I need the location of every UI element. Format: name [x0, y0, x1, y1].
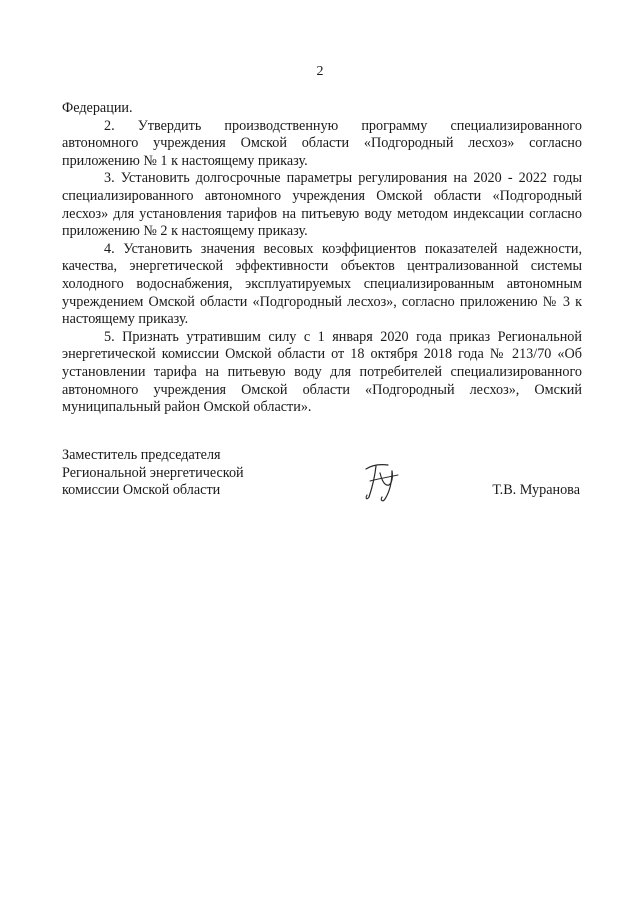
- paragraph-item-2: 2. Утвердить производственную программу специализированного автономного учреждения Омской области «Подгородный лесхоз» согласно приложению № 1 к настоящему приказу.: [62, 117, 582, 169]
- signatory-name: Т.В. Муранова: [492, 482, 580, 498]
- document-body: [62, 100, 582, 417]
- paragraph-item-3: 3. Установить долгосрочные параметры регулирования на 2020 - 2022 годы специализированного автономного учреждения Омской области «Подгородный лесхоз» для установления тарифов на питьевую воду методом индексации согласно приложению № 2 к настоящему приказу.: [62, 170, 582, 240]
- position-line-2: Региональной энергетической: [62, 464, 244, 481]
- signatory-position: [62, 447, 244, 500]
- position-line-3: комиссии Омской области: [62, 482, 221, 499]
- position-line-1: Заместитель председателя: [62, 447, 221, 463]
- signature-block: [62, 447, 582, 507]
- handwritten-signature: [358, 455, 408, 505]
- paragraph-item-4: 4. Установить значения весовых коэффициентов показателей надежности, качества, энергетической эффективности объектов централизованной системы холодного водоснабжения, эксплуатируемых специализированным автономным учреждением Омской области «Подгородный лесхоз», согласно приложению № 3 к настоящему приказу.: [62, 240, 582, 328]
- page-number: 2: [316, 64, 324, 79]
- paragraph-continuation: Федерации.: [62, 100, 133, 116]
- paragraph-item-5: 5. Признать утратившим силу с 1 января 2020 года приказ Региональной энергетической комиссии Омской области от 18 октября 2018 года № 213/70 «Об установлении тарифа на питьевую воду для потребителей специализированного автономного учреждения Омской области «Подгородный лесхоз», Омский муниципальный район Омской области».: [62, 328, 582, 416]
